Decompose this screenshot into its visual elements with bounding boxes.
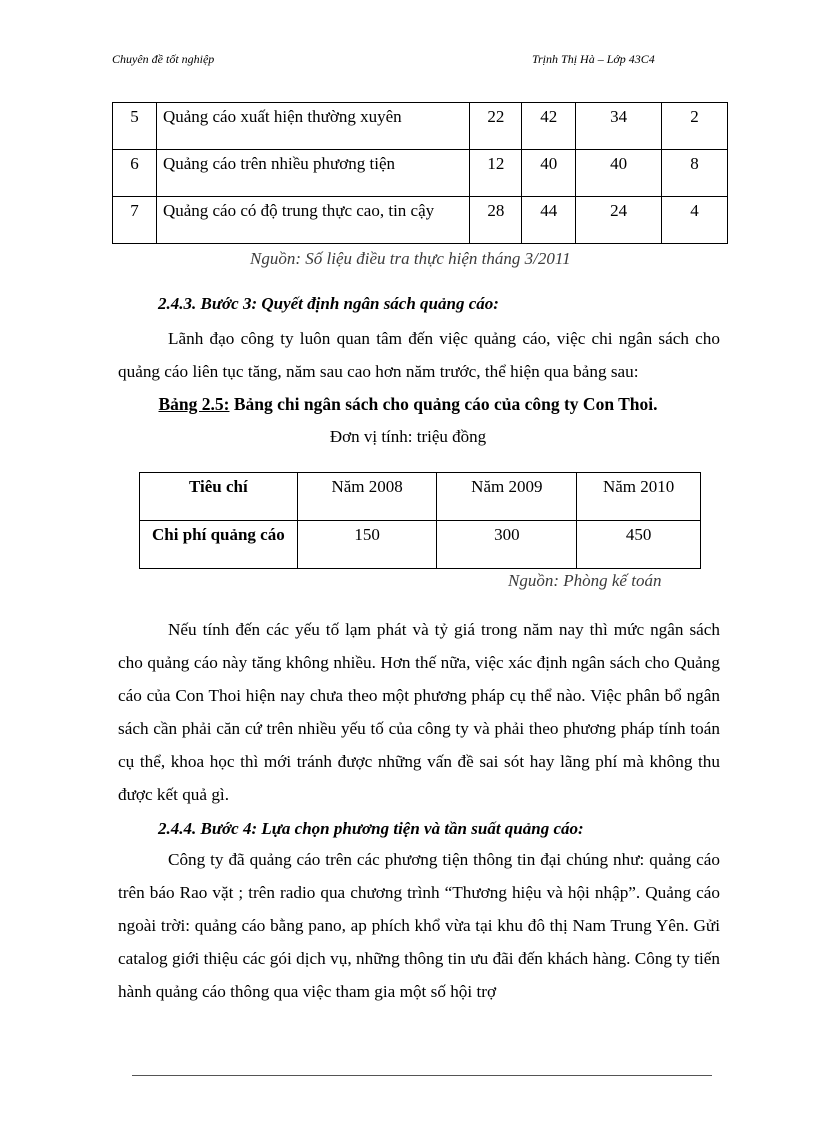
row-number: 6: [113, 150, 157, 197]
header-document-title: Chuyên đề tốt nghiệp: [112, 52, 215, 66]
table-caption-label: Bảng 2.5:: [158, 394, 230, 414]
row-number: 5: [113, 103, 157, 150]
value-cell: 40: [522, 150, 576, 197]
budget-table: [139, 472, 701, 569]
value-cell: 8: [662, 150, 728, 197]
value-cell: 12: [470, 150, 522, 197]
table-caption-text: Bảng chi ngân sách cho quảng cáo của công ty Con Thoi.: [229, 394, 658, 414]
media-selection-paragraph: Công ty đã quảng cáo trên các phương tiện thông tin đại chúng như: quảng cáo trên báo Rao vặt ; trên radio qua chương trình “Thương hiệu và hội nhập”. Quảng cáo ngoài trời: quảng cáo bằng pano, ap phích khổ vừa tại khu đô thị Nam Trung Yên. Gửi catalog giới thiệu các gói dịch vụ, những thông tin ưu đãi đến khách hàng. Công ty tiến hành quảng cáo thông qua việc tham gia một số hội trợ: [118, 850, 720, 1001]
table-row: [113, 103, 728, 150]
column-header: Tiêu chí: [140, 473, 298, 521]
survey-table: [112, 102, 728, 244]
value-cell: 300: [437, 521, 577, 569]
footer-divider: [132, 1075, 712, 1076]
value-cell: 28: [470, 197, 522, 244]
column-header: Năm 2010: [577, 473, 701, 521]
column-header: Năm 2009: [437, 473, 577, 521]
value-cell: 22: [470, 103, 522, 150]
budget-analysis-paragraph: Nếu tính đến các yếu tố lạm phát và tỷ giá trong năm nay thì mức ngân sách cho quảng cáo này tăng không nhiều. Hơn thế nữa, việc xác định ngân sách cho Quảng cáo của Con Thoi hiện nay chưa theo một phương pháp cụ thể nào. Việc phân bổ ngân sách cần phải căn cứ trên nhiều yếu tố của công ty và phải theo phương pháp tính toán cụ thể, khoa học thì mới tránh được những vấn đề sai sót hay lãng phí mà không thu được kết quả gì.: [118, 620, 720, 804]
section-heading-2-4-3: 2.4.3. Bước 3: Quyết định ngân sách quảng cáo:: [158, 294, 499, 313]
criterion-cell: Quảng cáo xuất hiện thường xuyên: [156, 103, 469, 150]
header-author: Trịnh Thị Hà – Lớp 43C4: [532, 52, 655, 66]
table-row: [140, 521, 701, 569]
value-cell: 24: [576, 197, 662, 244]
column-header: Năm 2008: [297, 473, 437, 521]
table-header-row: [140, 473, 701, 521]
survey-source-note: Nguồn: Số liệu điều tra thực hiện tháng 3/2011: [250, 249, 571, 268]
value-cell: 44: [522, 197, 576, 244]
row-number: 7: [113, 197, 157, 244]
row-label: Chi phí quảng cáo: [140, 521, 298, 569]
table-row: [113, 150, 728, 197]
value-cell: 4: [662, 197, 728, 244]
criterion-cell: Quảng cáo trên nhiều phương tiện: [156, 150, 469, 197]
table-row: [113, 197, 728, 244]
value-cell: 2: [662, 103, 728, 150]
table-caption: [0, 394, 816, 415]
criterion-cell: Quảng cáo có độ trung thực cao, tin cậy: [156, 197, 469, 244]
unit-note: Đơn vị tính: triệu đồng: [329, 427, 487, 446]
section-heading-2-4-4: 2.4.4. Bước 4: Lựa chọn phương tiện và tần suất quảng cáo:: [158, 819, 584, 838]
value-cell: 42: [522, 103, 576, 150]
budget-source-note: Nguồn: Phòng kế toán: [508, 571, 662, 590]
value-cell: 34: [576, 103, 662, 150]
budget-intro-paragraph: Lãnh đạo công ty luôn quan tâm đến việc quảng cáo, việc chi ngân sách cho quảng cáo liên tục tăng, năm sau cao hơn năm trước, thể hiện qua bảng sau:: [118, 329, 720, 381]
value-cell: 450: [577, 521, 701, 569]
value-cell: 40: [576, 150, 662, 197]
value-cell: 150: [297, 521, 437, 569]
